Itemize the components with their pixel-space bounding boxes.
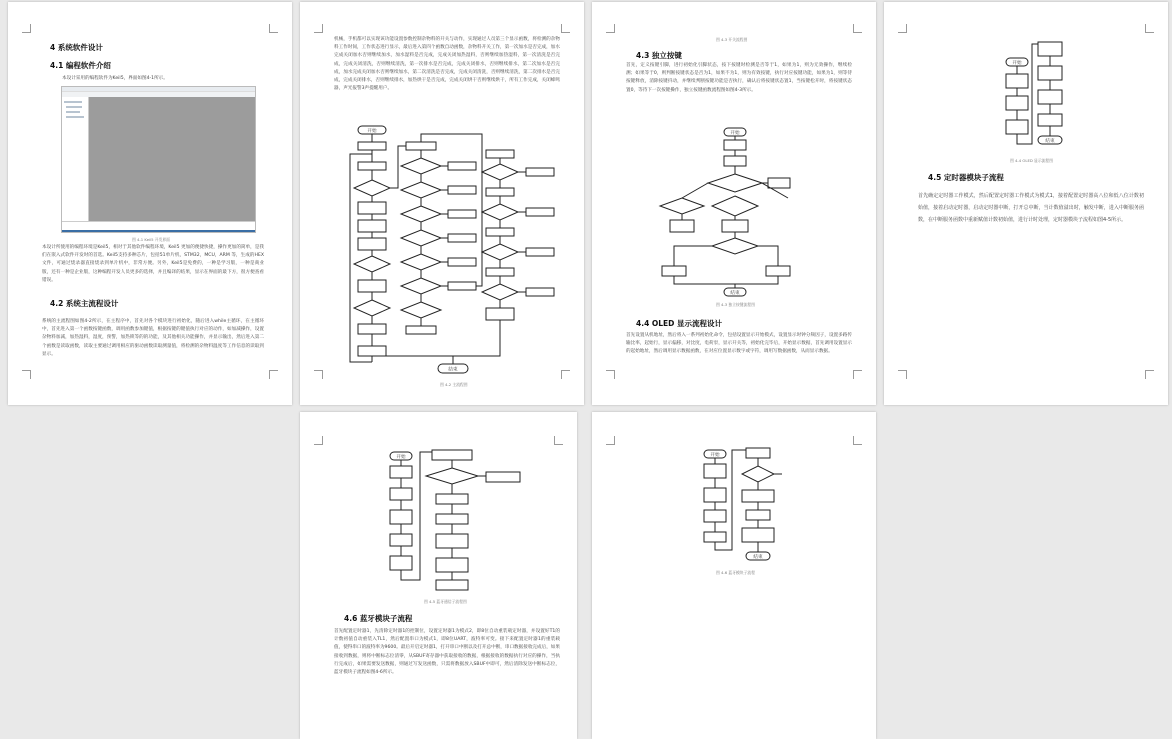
paragraph: 首先配置定时器1，先清除定时器1的控制位，设置定时器1为模式2，即8位自动重装载定时器，并设置好T1的计数初值自动重装入TL1，然后配置串口为模式1，即8位UART，波特率可变。接下来配置定时器1的重装载值，使得串口的波特率为9600。最后开启定时器1，打开串口中断以及打开总中断，串口数据接收完成后，如果接收到数据，则将中断标志位清零，从SBUF寄存器中获取接收的数据，根据接收的数据执行对应的操作，当执行完成后，如果需要发送数据，则通过写发送函数，只需将数据放入SBUF中即可，然后清除发送中断标志位，蓝牙模块子流程如图4-6所示。 (334, 629, 560, 676)
heading-4-6: 4.6 蓝牙模块子流程 (344, 614, 413, 623)
heading-4-3: 4.3 独立按键 (636, 51, 682, 60)
paragraph: 首先设置从机地址，然后将入一系列初始化命令，包括设置显示开始模式，设置显示时钟分频因子，设置多路传输比率，起始行，显示偏移，对比度，电荷泵，显示开关等，初始化完毕后，开始显示数据，首先调用设置显示的起始地址，然后调用显示数据函数，在对应位置显示数字或字符，调用写数据函数，从而显示数据。 (626, 333, 852, 355)
figure-caption: 图 4-2 主流程图 (440, 382, 468, 387)
page-6 (592, 412, 876, 739)
page-1 (8, 2, 292, 405)
flow-end-label: 结束 (448, 367, 458, 373)
page-3 (592, 2, 876, 405)
figure-caption: 图 4-5 蓝牙通信子流程图 (424, 599, 467, 604)
page-4 (884, 2, 1168, 405)
paragraph: 机械，手机都可以实现该功能设置参数控制杂物料的开关与动作，实现通过人员第三个显示函数，将检测的杂物料工作时间，工作状态进行显示，最后进入第四个函数自动函数，杂物料开关工作，第一次加水是否完成，加水完成关闭加水否则继续加水，加水湿料是否完成，完成关闭加热湿料，否则继续加热湿料，第一次清洗是否完成，完成关闭清洗，否则继续清洗，第一次排水是否完成，完成关闭排水，否则继续排水，第二次加水是否完成，加水完成关闭加水否则继续加水，第二次清洗是否完成，完成关闭清洗，否则继续清洗，第二次排水是否完成，完成关闭排水，否则继续排水，加热烘干是否完成，完成关闭烘干否则继续烘干，所有工作完成，关闭蜂鸣器，声光报警3声提醒用户。 (334, 37, 560, 92)
flow-start-label: 开始 (710, 453, 720, 458)
paragraph: 系统的主流程图如图4-2所示，在主程序中，首先对各个模块进行初始化，随后进入while主循环，在主循环中，首先进入第一个函数按键函数，调用函数参加键值，根据按键的键值执行对应的动作，如加减操作，设置杂物料加减，加热湿料，湿度，预警，加热锁等的的功能，及其他相关功能操作，并显示输出，然后进入第二个函数是读取函数，读取主要通过调用相应的驱动函数读取测量值，将检测的杂物料温度等工作信息的读取到显示。 (42, 319, 264, 357)
flow-start-label: 开始 (396, 455, 406, 460)
paragraph: 本设计采用的编程软件为Keil5，界面如图4-1所示。 (62, 76, 168, 81)
paragraph: 本设计所使用的编程环境是Keil5，相对于其他软件编程环境，Keil5 更加的便捷快捷，操作更加的简单，是我们在嵌入式软件开发时的首选。Keil5支持多种芯片，包括51单片机，STM32，MCU，ARM 等，生成的HEX文件，可通过烧录器直接烧录到单片机中，非常方便。另外，Keil5是免费的，一种是学习版，一种是商业版，还有一种是企业版，这种编程开发人员更多的选择，并且编译的结果，显示在界面的最下方，很方便查看错误。 (42, 245, 264, 283)
flow-start-label: 开始 (367, 129, 377, 134)
heading-4-1: 4.1 编程软件介绍 (50, 61, 111, 70)
bluetooth-flowchart (700, 446, 790, 568)
timer-flowchart (386, 448, 526, 592)
heading-chapter-4: 4 系统软件设计 (50, 43, 103, 52)
page-5 (300, 412, 577, 739)
heading-4-4: 4.4 OLED 显示流程设计 (636, 319, 723, 328)
heading-4-2: 4.2 系统主流程设计 (50, 299, 119, 308)
figure-caption: 图 4-1 Keil5 开发界面 (132, 237, 170, 242)
heading-4-5: 4.5 定时器模块子流程 (928, 173, 1004, 182)
flow-end-label: 结束 (753, 555, 763, 560)
flow-end-label: 结束 (730, 291, 740, 296)
figure-caption: 图 4-3 独立按键流程图 (716, 302, 755, 307)
main-flowchart (346, 124, 560, 380)
figure-caption: 图 4-3 开关流程图 (716, 37, 748, 42)
page-2 (300, 2, 584, 405)
ide-screenshot (61, 86, 256, 233)
figure-caption: 图 4-4 OLED 显示流程图 (1010, 158, 1054, 163)
flow-start-label: 开始 (730, 131, 740, 136)
key-flowchart (638, 126, 828, 298)
paragraph: 首先，定义按键引脚，进行初始化引脚状态，按下按键时检测是否等于1，如果为1，则为无效操作，继续检测；如果等于0，则判断按键状态是否为1，如果不为1，则为有效按键，执行对应按键功能，如果为1，则等待按键释放，消除按键抖动，并继续判断按键功能是否执行，确认后将按键状态置1，当按键松开时，将按键状态置0，等待下一次按键操作，独立按键函数流程图如图4-3所示。 (626, 63, 852, 93)
oled-flowchart (1002, 40, 1082, 156)
figure-caption: 图 4-6 蓝牙模块子流程 (716, 570, 755, 575)
flow-start-label: 开始 (1012, 61, 1022, 66)
flow-end-label: 结束 (1045, 139, 1055, 144)
paragraph: 首先确定定时器工作模式，然后配置定时器工作模式为模式1，接着配置定时器高八位和低八位计数初始值，接着启动定时器，启动定时器中断，打开总中断，当计数值溢出时，触发中断，进入中断服务函数，在中断服务函数中重新赋值计数初始值，进行计时处理，定时器模块子流程如图4-5所示。 (918, 193, 1144, 223)
